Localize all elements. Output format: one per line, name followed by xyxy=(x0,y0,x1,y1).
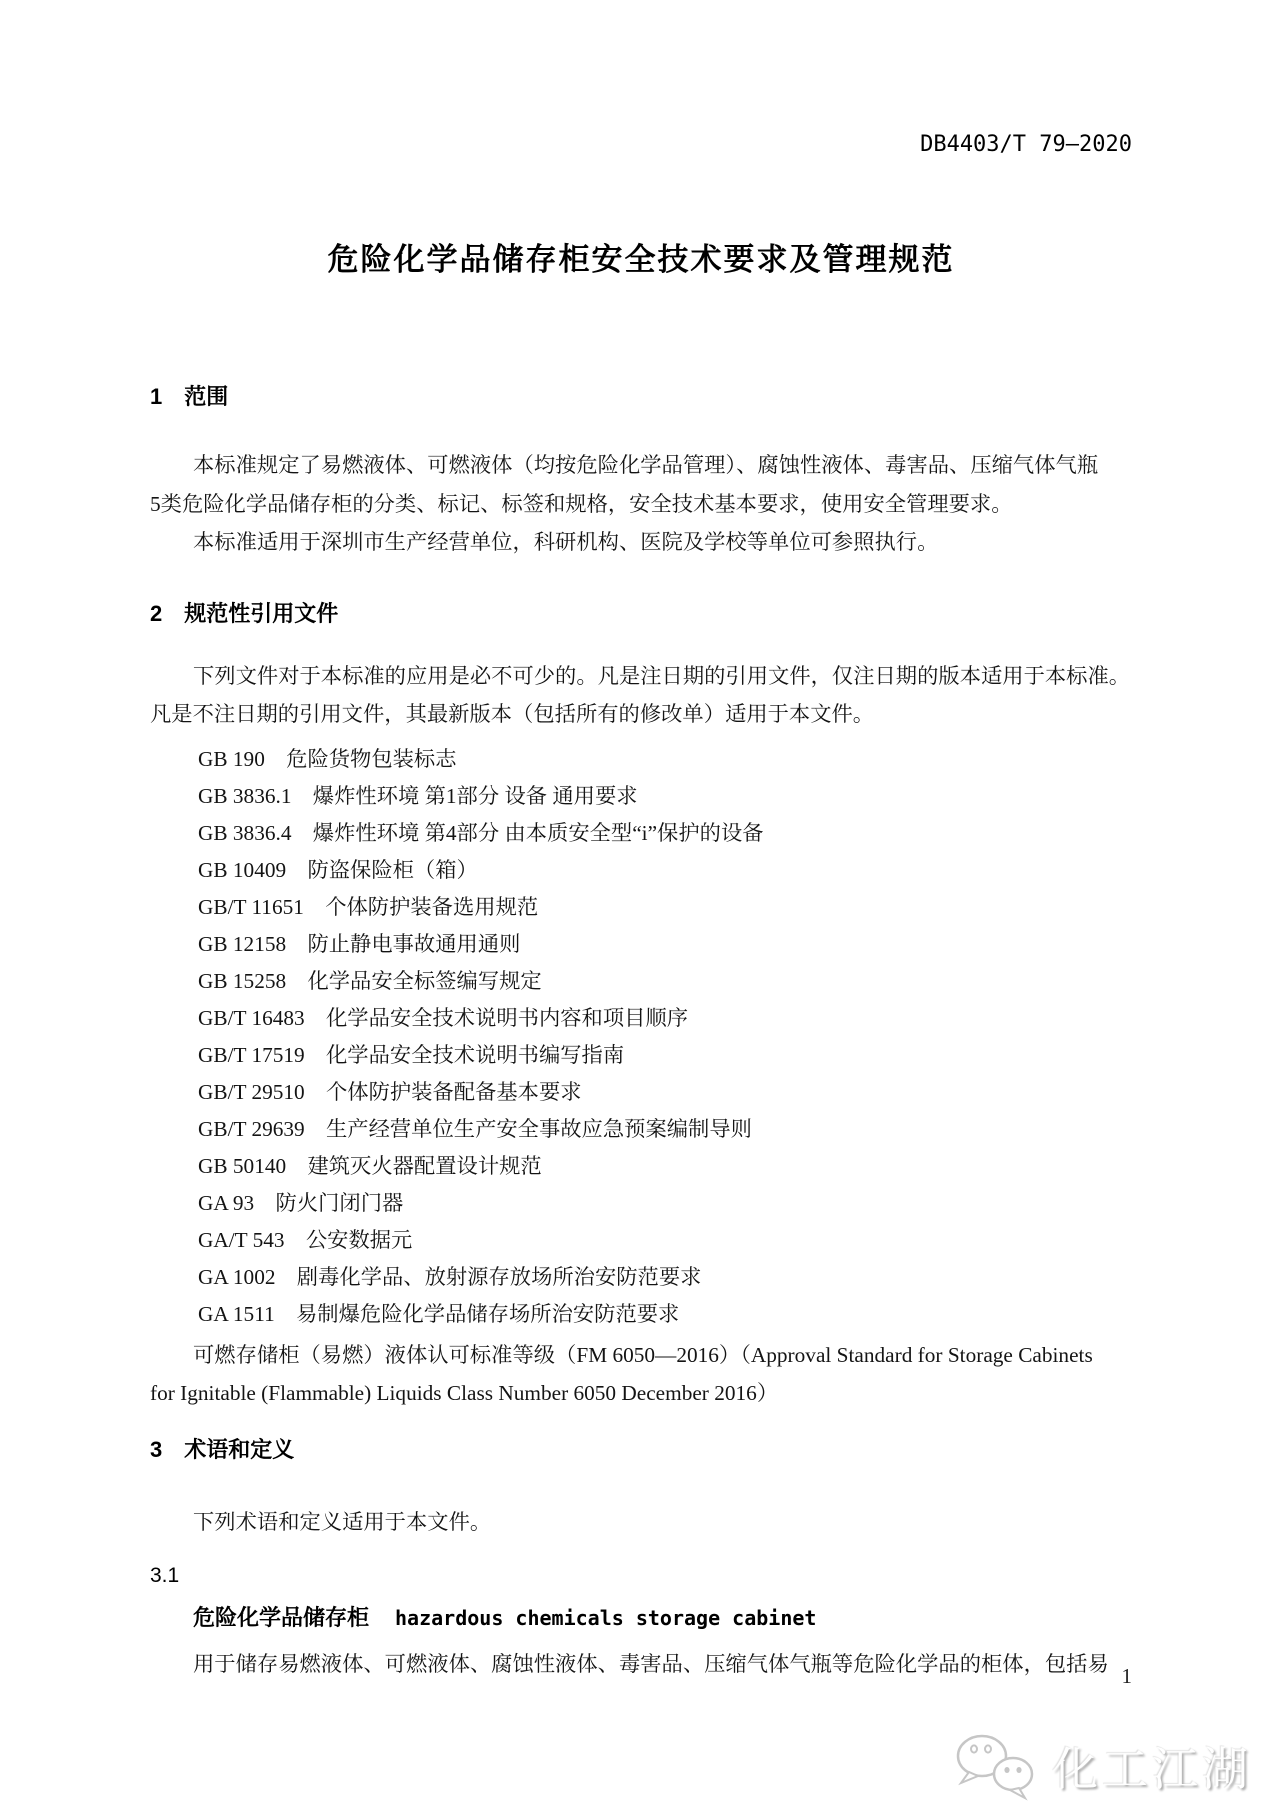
section-3-heading: 3 术语和定义 xyxy=(150,1436,295,1462)
doc-code: DB4403/T 79—2020 xyxy=(920,132,1132,157)
footer-watermark xyxy=(954,1730,1252,1802)
wechat-bubbles-icon xyxy=(954,1731,1042,1801)
references-list xyxy=(150,741,1132,1333)
reference-item: GB 10409 防盗保险柜（箱） xyxy=(198,857,478,882)
text-line: 可燃存储柜（易燃）液体认可标准等级（FM 6050—2016）（Approval Standard for Storage Cabinets xyxy=(193,1342,1093,1367)
terms-intro xyxy=(150,1503,1132,1542)
section-2-heading: 2 规范性引用文件 xyxy=(150,600,339,626)
section-1-heading: 1 范围 xyxy=(150,384,229,409)
reference-item: GA/T 543 公安数据元 xyxy=(198,1227,413,1252)
reference-item: GB 15258 化学品安全标签编写规定 xyxy=(198,968,542,993)
text-line: for Ignitable (Flammable) Liquids Class Number 6050 December 2016） xyxy=(150,1381,779,1405)
reference-item: GB/T 11651 个体防护装备选用规范 xyxy=(198,894,539,919)
term-entry-title xyxy=(150,1604,1132,1635)
text-line: 本标准规定了易燃液体、可燃液体（均按危险化学品管理）、腐蚀性液体、毒害品、压缩气体气瓶 xyxy=(193,453,1099,477)
text-line: 下列文件对于本标准的应用是必不可少的。凡是注日期的引用文件，仅注日期的版本适用于本标准。 xyxy=(193,663,1131,688)
term-zh: 危险化学品储存柜 xyxy=(193,1605,370,1630)
reference-item: GA 1511 易制爆危险化学品储存场所治安防范要求 xyxy=(198,1301,680,1326)
scope-paragraph-1 xyxy=(150,446,1132,523)
reference-item: GB 3836.4 爆炸性环境 第4部分 由本质安全型“i”保护的设备 xyxy=(198,820,764,845)
text-line: 本标准适用于深圳市生产经营单位，科研机构、医院及学校等单位可参照执行。 xyxy=(193,530,939,554)
text-line: 5类危险化学品储存柜的分类、标记、标签和规格，安全技术基本要求，使用安全管理要求。 xyxy=(150,491,1013,516)
doc-title: 危险化学品储存柜安全技术要求及管理规范 xyxy=(327,242,955,277)
reference-fm-paragraph xyxy=(150,1336,1132,1413)
footer-logo-text: 化工江湖 xyxy=(1052,1743,1252,1795)
text-line: 下列术语和定义适用于本文件。 xyxy=(193,1509,492,1534)
reference-item: GB 50140 建筑灭火器配置设计规范 xyxy=(198,1153,542,1178)
reference-item: GA 93 防火门闭门器 xyxy=(198,1190,404,1215)
page-number: 1 xyxy=(1121,1664,1132,1688)
term-entry-number: 3.1 xyxy=(150,1564,180,1587)
reference-item: GB/T 16483 化学品安全技术说明书内容和项目顺序 xyxy=(198,1005,689,1030)
reference-item: GB 12158 防止静电事故通用通则 xyxy=(198,931,521,956)
term-en: hazardous chemicals storage cabinet xyxy=(395,1606,817,1630)
reference-item: GB 3836.1 爆炸性环境 第1部分 设备 通用要求 xyxy=(198,783,638,808)
text-line: 用于储存易燃液体、可燃液体、腐蚀性液体、毒害品、压缩气体气瓶等危险化学品的柜体，包括易 xyxy=(193,1652,1109,1676)
reference-item: GB/T 29510 个体防护装备配备基本要求 xyxy=(198,1079,582,1104)
reference-item: GB 190 危险货物包装标志 xyxy=(198,746,457,771)
text-line: 凡是不注日期的引用文件，其最新版本（包括所有的修改单）适用于本文件。 xyxy=(150,702,875,726)
term-definition xyxy=(150,1645,1132,1684)
reference-item: GB/T 29639 生产经营单位生产安全事故应急预案编制导则 xyxy=(198,1116,752,1141)
references-intro xyxy=(150,657,1132,734)
reference-item: GB/T 17519 化学品安全技术说明书编写指南 xyxy=(198,1042,625,1067)
scope-paragraph-2 xyxy=(150,523,1132,562)
reference-item: GA 1002 剧毒化学品、放射源存放场所治安防范要求 xyxy=(198,1264,702,1289)
